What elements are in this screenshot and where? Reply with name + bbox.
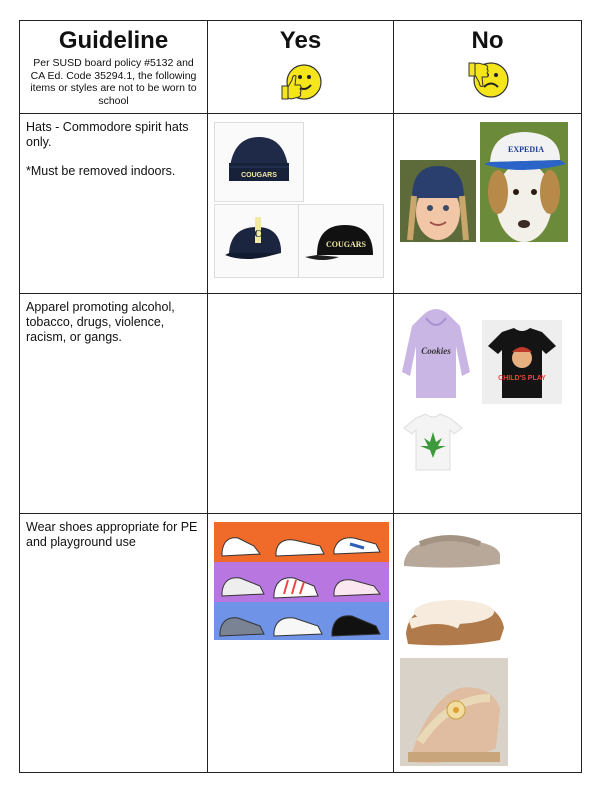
leaf-tshirt-image — [400, 412, 466, 472]
childs-play-tshirt-image — [482, 320, 562, 404]
apparel-guideline-cell — [20, 294, 208, 514]
dress-code-table — [19, 20, 582, 773]
dog-in-cap-image — [480, 122, 568, 242]
hats-guideline-text: Hats - Commodore spirit hats only. — [26, 120, 189, 149]
no-header-cell — [394, 21, 582, 114]
navy-cougars-beanie-image — [214, 122, 304, 202]
shoes-no-cell — [394, 514, 582, 773]
black-cougars-cap-image — [298, 204, 384, 278]
apparel-guideline-text: Apparel promoting alcohol, tobacco, drugs, violence, racism, or gangs. — [26, 300, 175, 344]
child-in-beanie-image — [400, 160, 476, 242]
slide-sandal-image — [400, 522, 504, 574]
shoes-yes-cell — [208, 514, 394, 773]
flip-flop-sandal-image — [400, 658, 508, 766]
yes-header: Yes — [279, 27, 322, 54]
fuzzy-slipper-image — [400, 578, 508, 654]
hats-note-text: *Must be removed indoors. — [26, 164, 176, 178]
hats-yes-cell — [208, 114, 394, 294]
thumbs-up-smiley-icon — [278, 58, 324, 104]
apparel-no-cell — [394, 294, 582, 514]
guideline-header-cell — [20, 21, 208, 114]
tshirt-label: CHILD'S PLAY — [498, 375, 546, 382]
navy-baseball-cap-image — [214, 204, 300, 278]
cap-brand: EXPEDIA — [507, 145, 545, 154]
shoes-guideline-text: Wear shoes appropriate for PE and playground use — [26, 520, 198, 549]
cap-label: COUGARS — [325, 240, 367, 249]
yes-header-cell — [208, 21, 394, 114]
hats-no-cell — [394, 114, 582, 294]
cap-letter: C — [254, 229, 262, 240]
sneakers-collage-image — [214, 522, 389, 640]
hats-guideline-cell — [20, 114, 208, 294]
guideline-header: Guideline — [58, 27, 169, 54]
hoodie-label: Cookies — [421, 346, 451, 356]
apparel-yes-cell — [208, 294, 394, 514]
policy-note: Per SUSD board policy #5132 and CA Ed. Code 35294.1, the following items or styles are not to be worn to school — [30, 57, 197, 107]
thumbs-down-sad-icon — [465, 58, 511, 104]
cookies-hoodie-image — [400, 302, 472, 402]
no-header: No — [471, 27, 504, 54]
beanie-label: COUGARS — [241, 172, 277, 179]
shoes-guideline-cell — [20, 514, 208, 773]
